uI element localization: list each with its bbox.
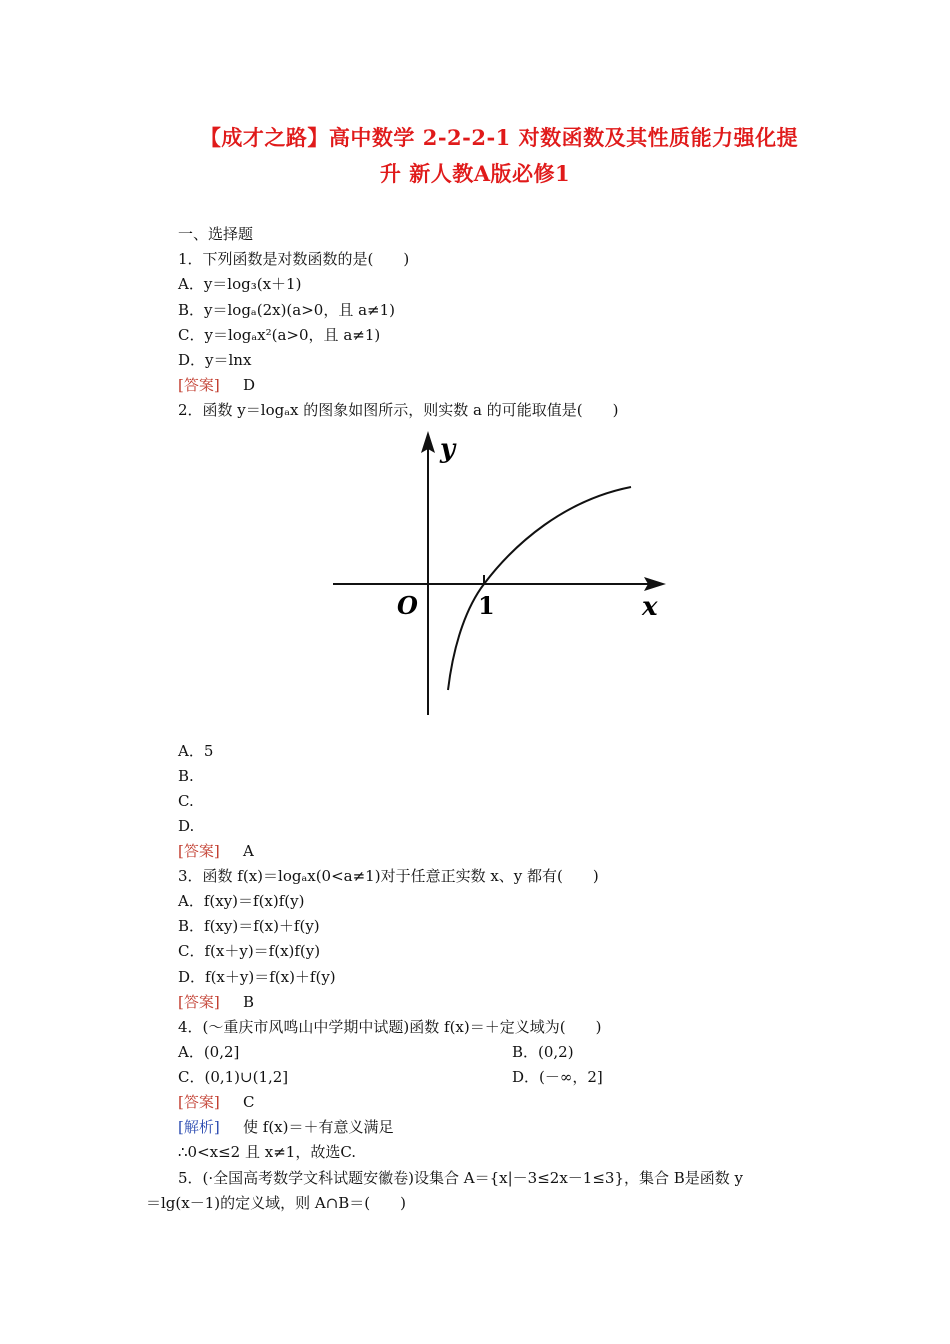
q1-stem: 1．下列函数是对数函数的是( ) — [178, 250, 410, 268]
log-function-graph — [330, 425, 670, 720]
q1-answer: D — [243, 376, 256, 394]
q4-option-b: B．(0,2) — [512, 1043, 574, 1061]
q4-option-d: D．(－∞，2] — [512, 1068, 603, 1086]
q1-option-c: C．y＝logₐx²(a>0，且 a≠1) — [178, 326, 381, 344]
q4-option-a: A．(0,2] — [178, 1043, 240, 1061]
tick-label-1: 1 — [478, 591, 495, 620]
q5-stem-line2: ＝lg(x－1)的定义域，则 A∩B＝( ) — [146, 1194, 407, 1212]
q2-option-b: B. — [178, 767, 194, 785]
q3-answer-tag: [答案] — [178, 993, 220, 1011]
q5-stem-line1: 5．(·全国高考数学文科试题安徽卷)设集合 A＝{x|－3≤2x－1≤3}，集合 B是函数 y — [178, 1169, 744, 1187]
log-curve — [448, 487, 631, 690]
doc-title-line1: 【成才之路】高中数学 2-2-2-1 对数函数及其性质能力强化提 — [199, 125, 799, 150]
q3-option-d: D．f(x＋y)＝f(x)＋f(y) — [178, 968, 336, 986]
q4-answer-tag: [答案] — [178, 1093, 220, 1111]
q3-option-b: B．f(xy)＝f(x)＋f(y) — [178, 917, 320, 935]
section-heading: 一、选择题 — [178, 225, 254, 243]
q2-option-a: A．5 — [178, 742, 214, 760]
q1-option-b: B．y＝logₐ(2x)(a>0，且 a≠1) — [178, 301, 396, 319]
q2-answer-tag: [答案] — [178, 842, 220, 860]
q1-option-a: A．y＝log₃(x＋1) — [178, 275, 302, 293]
q2-stem: 2．函数 y＝logₐx 的图象如图所示，则实数 a 的可能取值是( ) — [178, 401, 619, 419]
q4-option-c: C．(0,1)∪(1,2] — [178, 1068, 289, 1086]
q2-answer: A — [243, 842, 254, 860]
q2-option-d: D. — [178, 817, 195, 835]
q1-answer-tag: [答案] — [178, 376, 220, 394]
q2-option-c: C. — [178, 792, 194, 810]
origin-label: O — [397, 591, 418, 620]
x-axis-label: x — [642, 592, 658, 622]
q3-option-a: A．f(xy)＝f(x)f(y) — [178, 892, 305, 910]
q4-analysis-line1: 使 f(x)＝＋有意义满足 — [243, 1118, 394, 1136]
q4-stem: 4．(～重庆市风鸣山中学期中试题)函数 f(x)＝＋定义域为( ) — [178, 1018, 602, 1036]
q4-answer: C — [243, 1093, 255, 1111]
q4-analysis-line2: ∴0<x≤2 且 x≠1，故选C. — [178, 1143, 357, 1161]
q3-stem: 3．函数 f(x)＝logₐx(0<a≠1)对于任意正实数 x、y 都有( ) — [178, 867, 599, 885]
q3-answer: B — [243, 993, 255, 1011]
doc-title-line2: 升 新人教A版必修1 — [379, 161, 571, 186]
q3-option-c: C．f(x＋y)＝f(x)f(y) — [178, 942, 321, 960]
q4-analysis-tag: [解析] — [178, 1118, 220, 1136]
q1-option-d: D．y＝lnx — [178, 351, 252, 369]
y-axis-label: y — [440, 434, 456, 464]
